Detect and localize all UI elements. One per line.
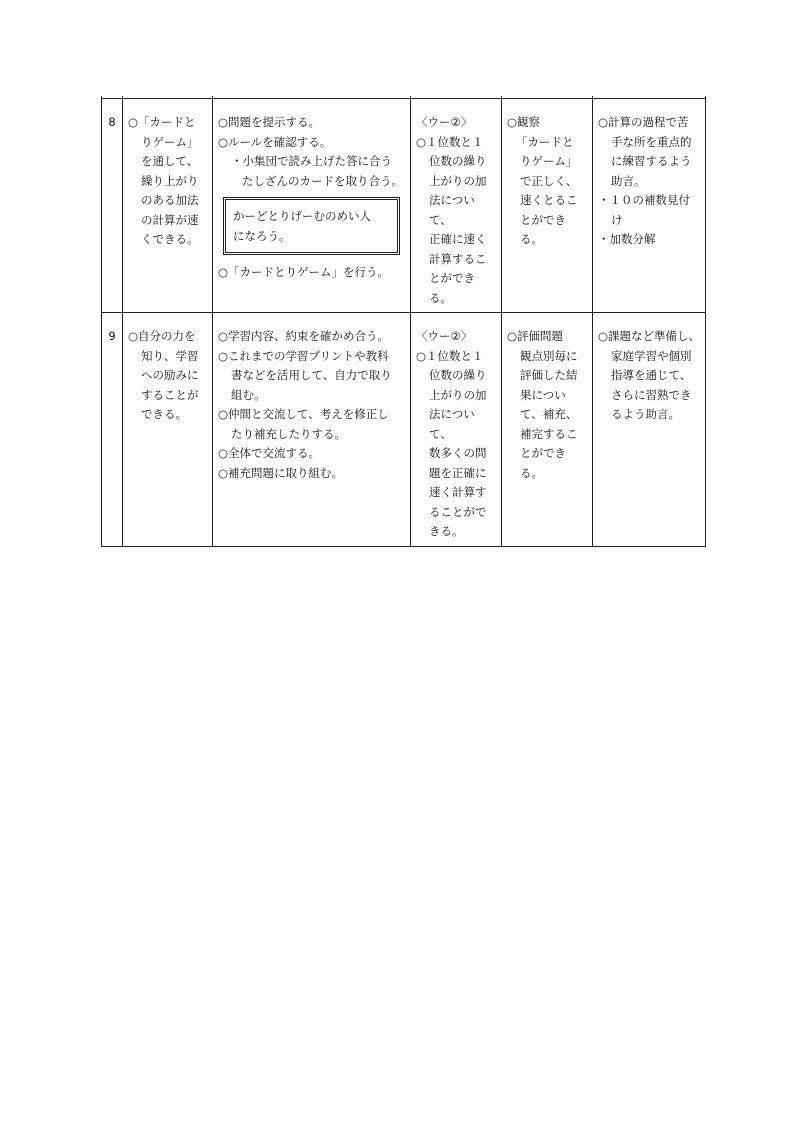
activities-cell: ○学習内容、約束を確かめ合う。 ○これまでの学習プリントや教科 書などを活用して、自力で取り 組む。 ○仲間と交流して、考えを修正し たり補充したりする。 ○全体で交流する。 ○補充問題に取り組む。: [213, 313, 411, 547]
game-title-box: かーどとりげーむのめい人 になろう。: [223, 197, 400, 255]
support-cell: ○計算の過程で苦 手な所を重点的 に練習するよう 助言。 ・１０の補数見付 け ・加数分解: [593, 99, 706, 313]
goal-cell: ○自分の力を 知り、学習 への励みに することが できる。: [123, 313, 213, 547]
evaluation-cell: ○観察 「カードと りゲーム」 で正しく、 速くとるこ とができる。: [502, 99, 593, 313]
lesson-plan-table: [101, 96, 706, 547]
session-number: 9: [102, 313, 123, 547]
table-row-8: [102, 99, 706, 313]
activities-cell: ○問題を提示する。 ○ルールを確認する。 ・小集団で読み上げた答に合う たしざんのカードを取り合う。 かーどとりげーむのめい人 になろう。 ○「カードとりゲーム」を行う。: [213, 99, 411, 313]
session-number: 8: [102, 99, 123, 313]
objective-cell: 〈ウー②〉 ○１位数と１ 位数の繰り 上がりの加 法について、 数多くの問 題を正確に 速く計算す ることがで きる。: [411, 313, 502, 547]
objective-cell: 〈ウー②〉 ○１位数と１ 位数の繰り 上がりの加 法について、 正確に速く 計算するこ とができる。: [411, 99, 502, 313]
goal-cell: ○「カードと りゲーム」 を通して、 繰り上がり のある加法 の計算が速 くできる。: [123, 99, 213, 313]
support-cell: ○課題など準備し、 家庭学習や個別 指導を通じて、 さらに習熟でき るよう助言。: [593, 313, 706, 547]
table-row-9: [102, 313, 706, 547]
evaluation-cell: ○評価問題 観点別毎に 評価した結 果につい て、補充、 補完するこ とができ る。: [502, 313, 593, 547]
